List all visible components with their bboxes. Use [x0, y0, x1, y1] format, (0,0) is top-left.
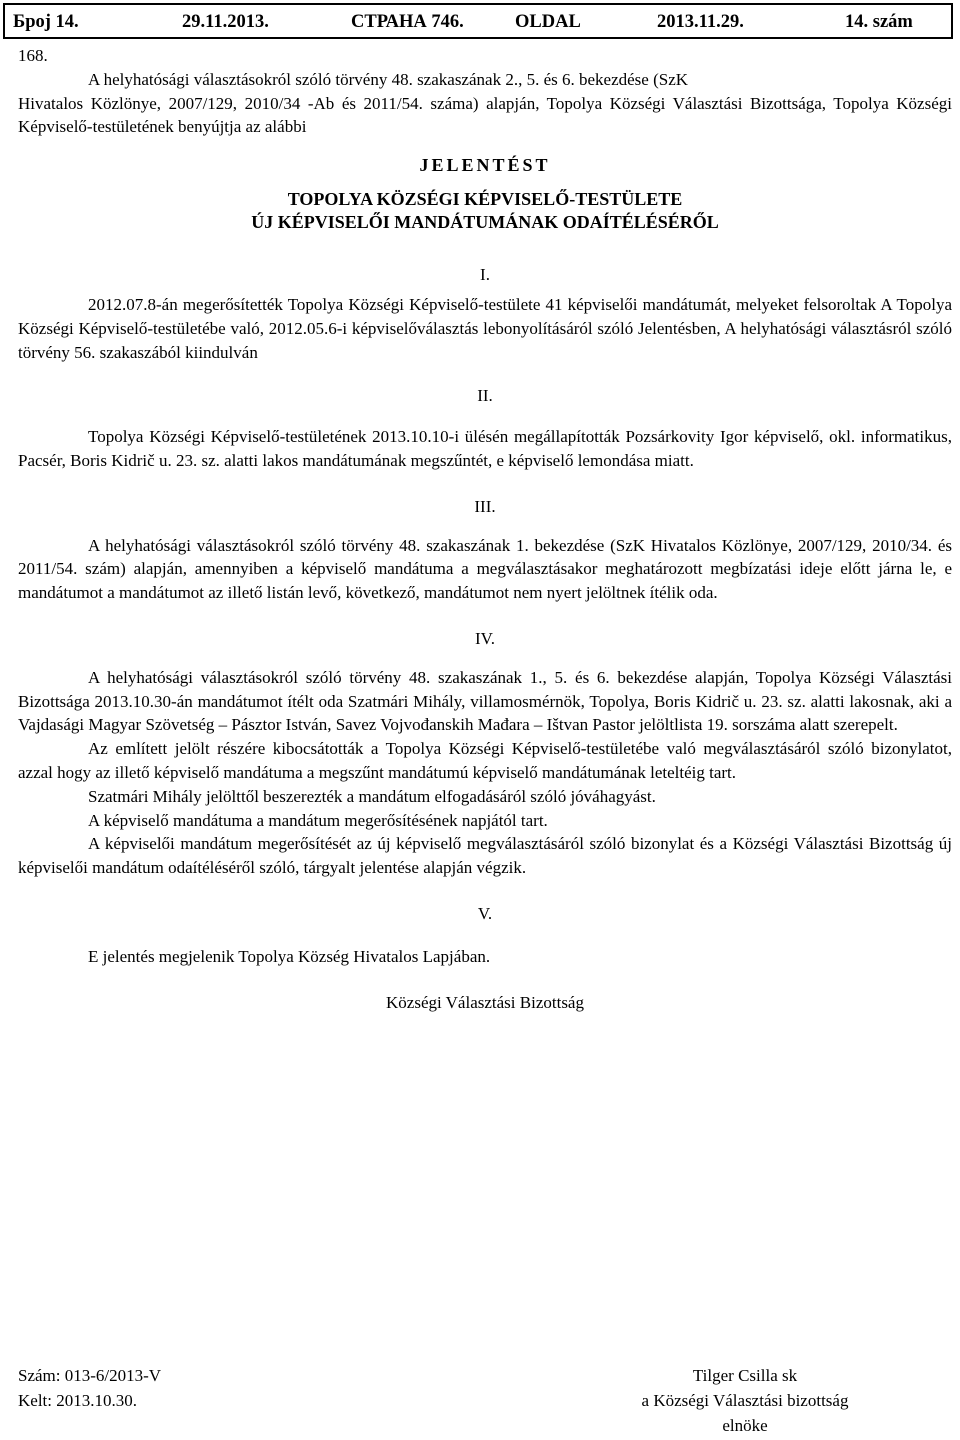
- reference-date: Kelt: 2013.10.30.: [18, 1391, 137, 1410]
- report-title-line-2: ÚJ KÉPVISELŐI MANDÁTUMÁNAK ODAÍTÉLÉSÉRŐL: [251, 212, 719, 233]
- section-4-paragraph-5: A képviselői mandátum megerősítését az új képviselő megválasztásáról szóló bizonylat és a Községi Választási Bizottság új képviselői mandátum odaítéléséről szóló, tárgyalt jelentése alapján végzik.: [18, 834, 952, 878]
- issuing-body: Községi Választási Bizottság: [386, 992, 584, 1012]
- section-heading-3: III.: [474, 496, 496, 516]
- section-4-paragraph-4: A képviselő mandátuma a mandátum megerősítésének napjától tart.: [88, 810, 548, 830]
- page-header: [3, 3, 953, 39]
- section-2-paragraph: Topolya Községi Képviselő-testületének 2013.10.10-i ülésén megállapították Pozsárkovity Igor képviselő, okl. informatikus, Pacsér, Boris Kidrič u. 23. sz. alatti lakos mandátumának megszűntét, e képviselő lemondása miatt.: [18, 427, 952, 470]
- section-4-paragraph-2: Az említett jelölt részére kibocsátották a Topolya Községi Képviselő-testületébe való megválasztásáról szóló bizonylatot, azzal hogy az illető képviselő mandátuma a megszűnt mandátumú képviselő mandátumának leteltéig tart.: [18, 739, 952, 782]
- section-4-paragraph-3: Szatmári Mihály jelölttől beszerezték a mandátum elfogadásáról szóló jóváhagyást.: [88, 786, 656, 806]
- signature-block: [580, 1363, 910, 1438]
- issue-number-serbian: Број 14.: [13, 12, 79, 32]
- report-word: JELENTÉST: [419, 155, 551, 176]
- section-heading-1: I.: [480, 265, 490, 285]
- section-heading-2: II.: [477, 386, 493, 406]
- page-number-serbian: СТРАНА 746.: [351, 12, 464, 32]
- page-label-hungarian: OLDAL: [515, 12, 581, 32]
- section-heading-5: V.: [477, 903, 493, 923]
- section-1-paragraph: 2012.07.8-án megerősítették Topolya Községi Képviselő-testülete 41 képviselői mandátumát, melyeket felsoroltak A Topolya Községi Képviselő-testületébe való, 2012.05.6-i képviselőválasztás lebonyolításáról szóló Jelentésben, A helyhatósági választásról szóló törvény 56. szakaszából kiindulván: [18, 294, 952, 362]
- intro-first-line: A helyhatósági választásokról szóló törvény 48. szakaszának 2., 5. és 6. bekezdése (SzK: [88, 69, 689, 89]
- date-hungarian: 2013.11.29.: [657, 12, 744, 32]
- intro-text: Hivatalos Közlönye, 2007/129, 2010/34 -Ab és 2011/54. száma) alapján, Topolya Községi Választási Bizottsága, Topolya Községi Képviselő-testületének benyújtja az alábbi: [18, 93, 952, 137]
- document-body: [18, 44, 952, 1014]
- signer-role: elnöke: [722, 1416, 768, 1435]
- section-4-paragraph-1: A helyhatósági választásokról szóló törvény 48. szakaszának 1., 5. és 6. bekezdése alapján, Topolya Községi Választási Bizottsága 2013.10.30-án mandátumot ítélt oda Szatmári Mihály, villamosmérnök, Topolya, Boris Kidrič u. 23. sz. alatti lakosnak, aki a Vajdasági Magyar Szövetség – Pásztor István, Savez Vojvođanskih Mađara – Ištvan Pastor jelöltlista 19. sorszáma alatt szerepelt.: [18, 667, 952, 735]
- issue-number-hungarian: 14. szám: [845, 12, 913, 32]
- section-3-paragraph: A helyhatósági választásokról szóló törvény 48. szakaszának 1. bekezdése (SzK Hivatalos Közlönye, 2007/129, 2010/34. és 2011/54. szám) alapján, amennyiben a képviselő mandátuma a megválasztásakor meghatározott megbízatási ideje előtt járna le, e mandátumot a mandátumot az illető listán levő, következő, mandátumot nem nyert jelöltnek ítélik oda.: [18, 535, 952, 603]
- document-number: 168.: [18, 46, 48, 65]
- report-title-line-1: TOPOLYA KÖZSÉGI KÉPVISELŐ-TESTÜLETE: [287, 189, 683, 210]
- section-heading-4: IV.: [475, 628, 495, 648]
- signer-name: Tilger Csilla sk: [692, 1366, 798, 1385]
- reference-number: Szám: 013-6/2013-V: [18, 1366, 162, 1385]
- date-serbian: 29.11.2013.: [182, 12, 269, 32]
- section-5-paragraph: E jelentés megjelenik Topolya Község Hivatalos Lapjában.: [88, 946, 491, 966]
- reference-block: [18, 1363, 161, 1413]
- signer-title: a Községi Választási bizottság: [641, 1391, 849, 1410]
